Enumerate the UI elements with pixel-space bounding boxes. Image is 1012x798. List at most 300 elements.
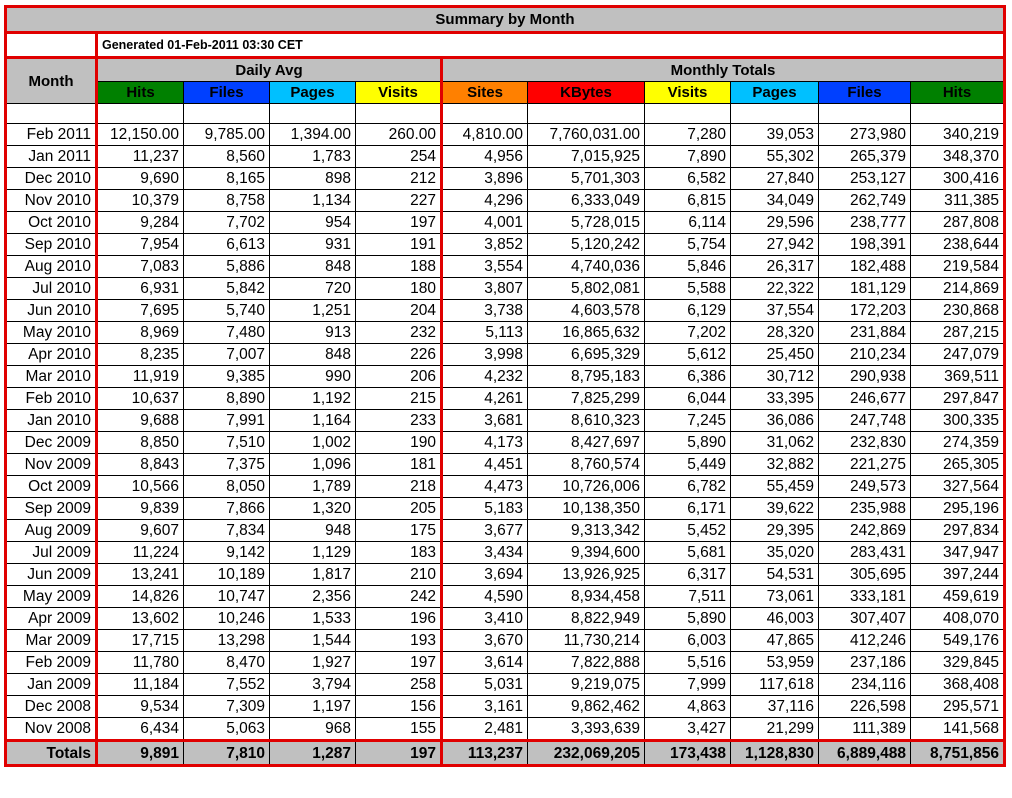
value-cell: 297,847 xyxy=(911,388,1005,410)
value-cell: 1,002 xyxy=(270,432,356,454)
value-cell: 238,644 xyxy=(911,234,1005,256)
month-cell: Oct 2009 xyxy=(6,476,97,498)
value-cell: 7,954 xyxy=(97,234,184,256)
value-cell: 4,232 xyxy=(442,366,528,388)
value-cell: 111,389 xyxy=(819,718,911,741)
blank-cell xyxy=(528,104,645,124)
total-value-cell: 232,069,205 xyxy=(528,741,645,766)
month-cell: Jun 2009 xyxy=(6,564,97,586)
table-row xyxy=(6,498,1005,520)
value-cell: 9,839 xyxy=(97,498,184,520)
value-cell: 290,938 xyxy=(819,366,911,388)
value-cell: 1,817 xyxy=(270,564,356,586)
value-cell: 8,822,949 xyxy=(528,608,645,630)
value-cell: 39,053 xyxy=(731,124,819,146)
blank-cell xyxy=(731,104,819,124)
blank-cell xyxy=(819,104,911,124)
value-cell: 4,863 xyxy=(645,696,731,718)
value-cell: 265,379 xyxy=(819,146,911,168)
value-cell: 9,394,600 xyxy=(528,542,645,564)
value-cell: 226,598 xyxy=(819,696,911,718)
total-value-cell: 9,891 xyxy=(97,741,184,766)
value-cell: 954 xyxy=(270,212,356,234)
value-cell: 73,061 xyxy=(731,586,819,608)
month-cell: Mar 2009 xyxy=(6,630,97,652)
value-cell: 4,473 xyxy=(442,476,528,498)
value-cell: 17,715 xyxy=(97,630,184,652)
value-cell: 848 xyxy=(270,344,356,366)
value-cell: 6,129 xyxy=(645,300,731,322)
value-cell: 1,134 xyxy=(270,190,356,212)
value-cell: 8,934,458 xyxy=(528,586,645,608)
table-row xyxy=(6,256,1005,278)
month-cell: Dec 2009 xyxy=(6,432,97,454)
value-cell: 300,416 xyxy=(911,168,1005,190)
value-cell: 9,313,342 xyxy=(528,520,645,542)
value-cell: 37,116 xyxy=(731,696,819,718)
month-cell: Feb 2009 xyxy=(6,652,97,674)
value-cell: 29,395 xyxy=(731,520,819,542)
value-cell: 408,070 xyxy=(911,608,1005,630)
value-cell: 10,566 xyxy=(97,476,184,498)
value-cell: 1,927 xyxy=(270,652,356,674)
table-row xyxy=(6,542,1005,564)
value-cell: 1,192 xyxy=(270,388,356,410)
totals-label: Totals xyxy=(6,741,97,766)
total-value-cell: 197 xyxy=(356,741,442,766)
value-cell: 6,815 xyxy=(645,190,731,212)
value-cell: 412,246 xyxy=(819,630,911,652)
value-cell: 5,890 xyxy=(645,608,731,630)
value-cell: 4,603,578 xyxy=(528,300,645,322)
value-cell: 181,129 xyxy=(819,278,911,300)
value-cell: 7,480 xyxy=(184,322,270,344)
column-header-monthly-kbytes: KBytes xyxy=(528,82,645,104)
month-cell: Sep 2009 xyxy=(6,498,97,520)
value-cell: 8,843 xyxy=(97,454,184,476)
value-cell: 190 xyxy=(356,432,442,454)
value-cell: 221,275 xyxy=(819,454,911,476)
value-cell: 307,407 xyxy=(819,608,911,630)
value-cell: 215 xyxy=(356,388,442,410)
value-cell: 172,203 xyxy=(819,300,911,322)
table-row xyxy=(6,674,1005,696)
value-cell: 29,596 xyxy=(731,212,819,234)
total-value-cell: 173,438 xyxy=(645,741,731,766)
value-cell: 4,296 xyxy=(442,190,528,212)
value-cell: 5,754 xyxy=(645,234,731,256)
value-cell: 7,511 xyxy=(645,586,731,608)
value-cell: 33,395 xyxy=(731,388,819,410)
value-cell: 6,931 xyxy=(97,278,184,300)
value-cell: 3,694 xyxy=(442,564,528,586)
value-cell: 3,794 xyxy=(270,674,356,696)
value-cell: 1,251 xyxy=(270,300,356,322)
value-cell: 55,459 xyxy=(731,476,819,498)
value-cell: 246,677 xyxy=(819,388,911,410)
month-cell: Jan 2010 xyxy=(6,410,97,432)
table-row xyxy=(6,388,1005,410)
value-cell: 5,802,081 xyxy=(528,278,645,300)
month-cell: Sep 2010 xyxy=(6,234,97,256)
value-cell: 4,956 xyxy=(442,146,528,168)
value-cell: 8,850 xyxy=(97,432,184,454)
table-row xyxy=(6,366,1005,388)
value-cell: 188 xyxy=(356,256,442,278)
value-cell: 931 xyxy=(270,234,356,256)
value-cell: 181 xyxy=(356,454,442,476)
value-cell: 3,852 xyxy=(442,234,528,256)
value-cell: 1,320 xyxy=(270,498,356,520)
value-cell: 6,434 xyxy=(97,718,184,741)
total-value-cell: 1,287 xyxy=(270,741,356,766)
value-cell: 3,434 xyxy=(442,542,528,564)
value-cell: 8,610,323 xyxy=(528,410,645,432)
value-cell: 273,980 xyxy=(819,124,911,146)
value-cell: 9,785.00 xyxy=(184,124,270,146)
value-cell: 1,783 xyxy=(270,146,356,168)
value-cell: 8,560 xyxy=(184,146,270,168)
table-row xyxy=(6,146,1005,168)
column-header-monthly-files: Files xyxy=(819,82,911,104)
table-row xyxy=(6,564,1005,586)
value-cell: 35,020 xyxy=(731,542,819,564)
value-cell: 7,202 xyxy=(645,322,731,344)
value-cell: 9,862,462 xyxy=(528,696,645,718)
value-cell: 7,552 xyxy=(184,674,270,696)
value-cell: 238,777 xyxy=(819,212,911,234)
blank-cell xyxy=(442,104,528,124)
value-cell: 1,164 xyxy=(270,410,356,432)
value-cell: 193 xyxy=(356,630,442,652)
value-cell: 1,544 xyxy=(270,630,356,652)
table-row xyxy=(6,630,1005,652)
value-cell: 6,044 xyxy=(645,388,731,410)
value-cell: 11,730,214 xyxy=(528,630,645,652)
value-cell: 237,186 xyxy=(819,652,911,674)
value-cell: 1,533 xyxy=(270,608,356,630)
value-cell: 54,531 xyxy=(731,564,819,586)
month-cell: Mar 2010 xyxy=(6,366,97,388)
month-cell: Dec 2010 xyxy=(6,168,97,190)
value-cell: 898 xyxy=(270,168,356,190)
value-cell: 2,481 xyxy=(442,718,528,741)
value-cell: 4,451 xyxy=(442,454,528,476)
value-cell: 247,748 xyxy=(819,410,911,432)
value-cell: 6,003 xyxy=(645,630,731,652)
value-cell: 4,261 xyxy=(442,388,528,410)
value-cell: 30,712 xyxy=(731,366,819,388)
value-cell: 4,810.00 xyxy=(442,124,528,146)
value-cell: 287,215 xyxy=(911,322,1005,344)
total-value-cell: 8,751,856 xyxy=(911,741,1005,766)
value-cell: 7,825,299 xyxy=(528,388,645,410)
total-value-cell: 1,128,830 xyxy=(731,741,819,766)
value-cell: 340,219 xyxy=(911,124,1005,146)
value-cell: 258 xyxy=(356,674,442,696)
value-cell: 219,584 xyxy=(911,256,1005,278)
value-cell: 8,890 xyxy=(184,388,270,410)
value-cell: 247,079 xyxy=(911,344,1005,366)
value-cell: 7,834 xyxy=(184,520,270,542)
monthly-totals-group-header: Monthly Totals xyxy=(442,58,1005,82)
value-cell: 21,299 xyxy=(731,718,819,741)
value-cell: 283,431 xyxy=(819,542,911,564)
table-row xyxy=(6,300,1005,322)
table-row xyxy=(6,520,1005,542)
month-cell: Jan 2011 xyxy=(6,146,97,168)
month-cell: Aug 2010 xyxy=(6,256,97,278)
table-title: Summary by Month xyxy=(6,7,1005,33)
total-value-cell: 6,889,488 xyxy=(819,741,911,766)
value-cell: 5,588 xyxy=(645,278,731,300)
value-cell: 7,309 xyxy=(184,696,270,718)
value-cell: 230,868 xyxy=(911,300,1005,322)
value-cell: 175 xyxy=(356,520,442,542)
value-cell: 274,359 xyxy=(911,432,1005,454)
value-cell: 5,612 xyxy=(645,344,731,366)
value-cell: 9,385 xyxy=(184,366,270,388)
value-cell: 7,760,031.00 xyxy=(528,124,645,146)
column-header-daily-pages: Pages xyxy=(270,82,356,104)
table-row xyxy=(6,344,1005,366)
value-cell: 5,890 xyxy=(645,432,731,454)
value-cell: 26,317 xyxy=(731,256,819,278)
value-cell: 5,886 xyxy=(184,256,270,278)
value-cell: 10,246 xyxy=(184,608,270,630)
blank-cell xyxy=(97,104,184,124)
value-cell: 242 xyxy=(356,586,442,608)
blank-cell xyxy=(911,104,1005,124)
value-cell: 9,142 xyxy=(184,542,270,564)
table-row xyxy=(6,608,1005,630)
value-cell: 210 xyxy=(356,564,442,586)
table-row xyxy=(6,586,1005,608)
value-cell: 7,695 xyxy=(97,300,184,322)
value-cell: 8,760,574 xyxy=(528,454,645,476)
table-row xyxy=(6,190,1005,212)
value-cell: 8,050 xyxy=(184,476,270,498)
total-value-cell: 113,237 xyxy=(442,741,528,766)
month-cell: Nov 2009 xyxy=(6,454,97,476)
value-cell: 549,176 xyxy=(911,630,1005,652)
value-cell: 16,865,632 xyxy=(528,322,645,344)
value-cell: 6,317 xyxy=(645,564,731,586)
table-row xyxy=(6,476,1005,498)
value-cell: 7,999 xyxy=(645,674,731,696)
month-cell: Apr 2009 xyxy=(6,608,97,630)
summary-table xyxy=(4,5,1006,767)
value-cell: 47,865 xyxy=(731,630,819,652)
value-cell: 55,302 xyxy=(731,146,819,168)
value-cell: 5,842 xyxy=(184,278,270,300)
value-cell: 7,866 xyxy=(184,498,270,520)
value-cell: 218 xyxy=(356,476,442,498)
column-header-monthly-sites: Sites xyxy=(442,82,528,104)
value-cell: 9,219,075 xyxy=(528,674,645,696)
value-cell: 183 xyxy=(356,542,442,564)
value-cell: 8,795,183 xyxy=(528,366,645,388)
table-row xyxy=(6,168,1005,190)
value-cell: 3,554 xyxy=(442,256,528,278)
table-row xyxy=(6,278,1005,300)
column-header-monthly-hits: Hits xyxy=(911,82,1005,104)
value-cell: 5,516 xyxy=(645,652,731,674)
value-cell: 5,113 xyxy=(442,322,528,344)
value-cell: 14,826 xyxy=(97,586,184,608)
value-cell: 27,942 xyxy=(731,234,819,256)
value-cell: 1,197 xyxy=(270,696,356,718)
value-cell: 232 xyxy=(356,322,442,344)
column-header-monthly-pages: Pages xyxy=(731,82,819,104)
value-cell: 948 xyxy=(270,520,356,542)
value-cell: 13,241 xyxy=(97,564,184,586)
value-cell: 3,896 xyxy=(442,168,528,190)
value-cell: 7,822,888 xyxy=(528,652,645,674)
blank-cell xyxy=(356,104,442,124)
value-cell: 305,695 xyxy=(819,564,911,586)
value-cell: 5,740 xyxy=(184,300,270,322)
value-cell: 1,096 xyxy=(270,454,356,476)
value-cell: 329,845 xyxy=(911,652,1005,674)
table-row xyxy=(6,212,1005,234)
month-cell: Feb 2011 xyxy=(6,124,97,146)
value-cell: 3,738 xyxy=(442,300,528,322)
value-cell: 8,427,697 xyxy=(528,432,645,454)
table-row xyxy=(6,124,1005,146)
month-cell: Aug 2009 xyxy=(6,520,97,542)
value-cell: 204 xyxy=(356,300,442,322)
value-cell: 6,333,049 xyxy=(528,190,645,212)
month-cell: Feb 2010 xyxy=(6,388,97,410)
value-cell: 5,728,015 xyxy=(528,212,645,234)
value-cell: 3,807 xyxy=(442,278,528,300)
value-cell: 7,245 xyxy=(645,410,731,432)
value-cell: 4,590 xyxy=(442,586,528,608)
value-cell: 196 xyxy=(356,608,442,630)
value-cell: 6,171 xyxy=(645,498,731,520)
value-cell: 249,573 xyxy=(819,476,911,498)
value-cell: 8,758 xyxy=(184,190,270,212)
value-cell: 31,062 xyxy=(731,432,819,454)
value-cell: 206 xyxy=(356,366,442,388)
value-cell: 287,808 xyxy=(911,212,1005,234)
value-cell: 459,619 xyxy=(911,586,1005,608)
value-cell: 9,688 xyxy=(97,410,184,432)
value-cell: 12,150.00 xyxy=(97,124,184,146)
value-cell: 8,165 xyxy=(184,168,270,190)
value-cell: 4,001 xyxy=(442,212,528,234)
value-cell: 11,184 xyxy=(97,674,184,696)
value-cell: 3,670 xyxy=(442,630,528,652)
month-column-header: Month xyxy=(6,58,97,104)
value-cell: 6,782 xyxy=(645,476,731,498)
value-cell: 53,959 xyxy=(731,652,819,674)
value-cell: 7,015,925 xyxy=(528,146,645,168)
value-cell: 368,408 xyxy=(911,674,1005,696)
value-cell: 369,511 xyxy=(911,366,1005,388)
value-cell: 260.00 xyxy=(356,124,442,146)
value-cell: 720 xyxy=(270,278,356,300)
value-cell: 6,613 xyxy=(184,234,270,256)
value-cell: 4,173 xyxy=(442,432,528,454)
value-cell: 7,375 xyxy=(184,454,270,476)
value-cell: 265,305 xyxy=(911,454,1005,476)
value-cell: 117,618 xyxy=(731,674,819,696)
value-cell: 8,235 xyxy=(97,344,184,366)
value-cell: 39,622 xyxy=(731,498,819,520)
column-header-daily-files: Files xyxy=(184,82,270,104)
value-cell: 198,391 xyxy=(819,234,911,256)
value-cell: 10,138,350 xyxy=(528,498,645,520)
value-cell: 5,449 xyxy=(645,454,731,476)
value-cell: 13,602 xyxy=(97,608,184,630)
value-cell: 235,988 xyxy=(819,498,911,520)
month-cell: Jul 2010 xyxy=(6,278,97,300)
month-cell: Apr 2010 xyxy=(6,344,97,366)
month-cell: Jun 2010 xyxy=(6,300,97,322)
month-cell: Jul 2009 xyxy=(6,542,97,564)
blank-cell xyxy=(6,33,97,58)
month-cell: May 2009 xyxy=(6,586,97,608)
value-cell: 242,869 xyxy=(819,520,911,542)
value-cell: 5,063 xyxy=(184,718,270,741)
month-cell: Dec 2008 xyxy=(6,696,97,718)
value-cell: 3,427 xyxy=(645,718,731,741)
value-cell: 141,568 xyxy=(911,718,1005,741)
value-cell: 5,846 xyxy=(645,256,731,278)
value-cell: 197 xyxy=(356,212,442,234)
value-cell: 5,183 xyxy=(442,498,528,520)
value-cell: 197 xyxy=(356,652,442,674)
value-cell: 210,234 xyxy=(819,344,911,366)
value-cell: 227 xyxy=(356,190,442,212)
value-cell: 6,386 xyxy=(645,366,731,388)
daily-avg-group-header: Daily Avg xyxy=(97,58,442,82)
value-cell: 32,882 xyxy=(731,454,819,476)
value-cell: 3,681 xyxy=(442,410,528,432)
value-cell: 233 xyxy=(356,410,442,432)
value-cell: 262,749 xyxy=(819,190,911,212)
value-cell: 11,780 xyxy=(97,652,184,674)
value-cell: 1,394.00 xyxy=(270,124,356,146)
value-cell: 3,998 xyxy=(442,344,528,366)
month-cell: Nov 2008 xyxy=(6,718,97,741)
value-cell: 11,237 xyxy=(97,146,184,168)
column-header-daily-hits: Hits xyxy=(97,82,184,104)
value-cell: 11,224 xyxy=(97,542,184,564)
value-cell: 3,410 xyxy=(442,608,528,630)
total-value-cell: 7,810 xyxy=(184,741,270,766)
value-cell: 231,884 xyxy=(819,322,911,344)
value-cell: 3,393,639 xyxy=(528,718,645,741)
value-cell: 347,947 xyxy=(911,542,1005,564)
table-row xyxy=(6,652,1005,674)
value-cell: 182,488 xyxy=(819,256,911,278)
value-cell: 990 xyxy=(270,366,356,388)
value-cell: 5,681 xyxy=(645,542,731,564)
value-cell: 3,614 xyxy=(442,652,528,674)
value-cell: 397,244 xyxy=(911,564,1005,586)
value-cell: 180 xyxy=(356,278,442,300)
value-cell: 7,007 xyxy=(184,344,270,366)
value-cell: 4,740,036 xyxy=(528,256,645,278)
value-cell: 8,470 xyxy=(184,652,270,674)
column-header-monthly-visits: Visits xyxy=(645,82,731,104)
value-cell: 10,637 xyxy=(97,388,184,410)
table-row xyxy=(6,454,1005,476)
value-cell: 28,320 xyxy=(731,322,819,344)
